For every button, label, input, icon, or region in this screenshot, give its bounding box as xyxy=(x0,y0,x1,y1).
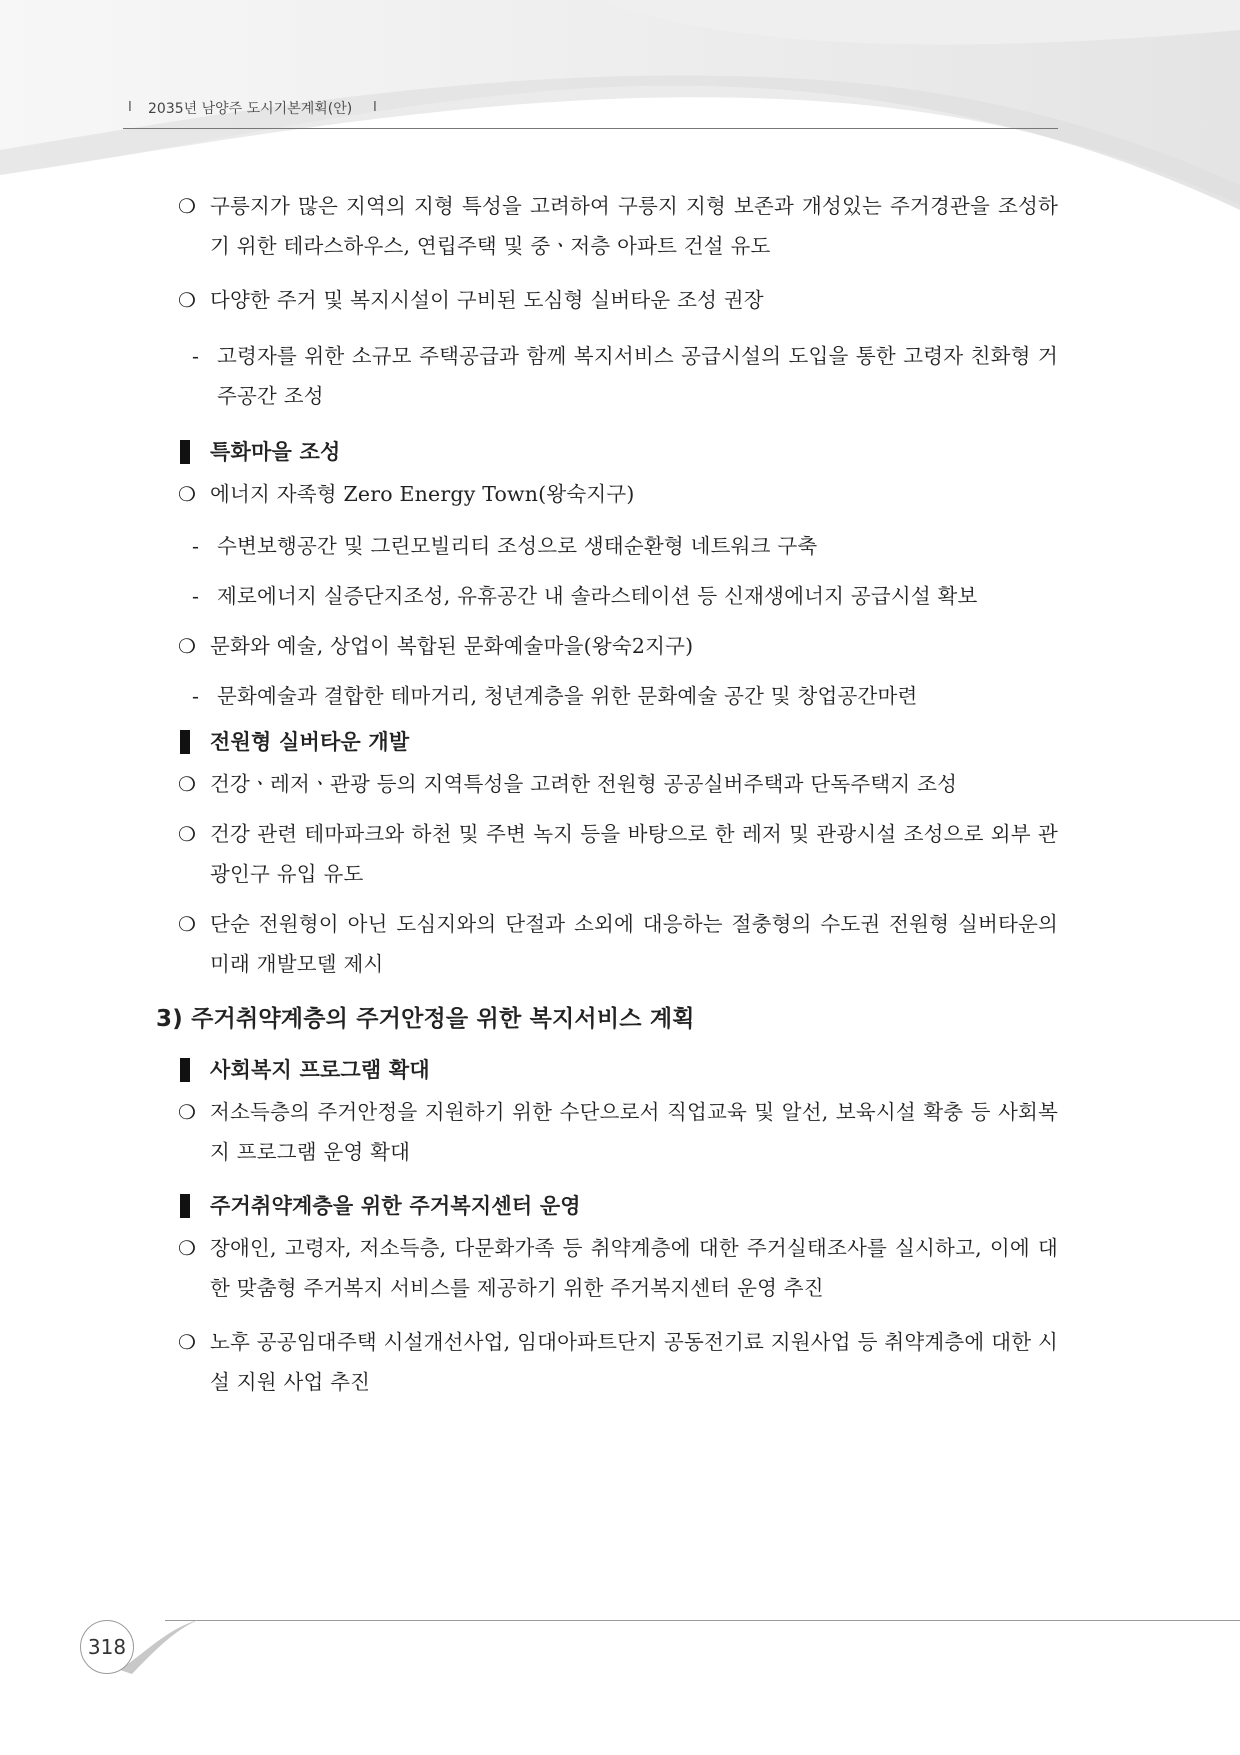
circle-bullet-icon: ❍ xyxy=(178,1236,197,1260)
circle-bullet-icon: ❍ xyxy=(178,634,197,658)
bullet-item xyxy=(178,1322,1058,1402)
header-separator-right: I xyxy=(373,100,377,115)
page-content xyxy=(156,186,1058,1402)
bullet-text: 건강 관련 테마파크와 하천 및 주변 녹지 등을 바탕으로 한 레저 및 관광시설 조성으로 외부 관광인구 유입 유도 xyxy=(210,822,1058,886)
circle-bullet-icon: ❍ xyxy=(178,912,197,936)
dash-text: 문화예술과 결합한 테마거리, 청년계층을 위한 문화예술 공간 및 창업공간마련 xyxy=(217,684,918,708)
header-rule xyxy=(123,128,1058,129)
subheading xyxy=(178,722,1058,762)
header-separator-left: I xyxy=(128,100,132,115)
dash-marker: - xyxy=(192,344,200,368)
dash-item xyxy=(178,336,1058,416)
bullet-item xyxy=(178,474,1058,514)
square-marker-icon xyxy=(180,1194,190,1218)
bullet-text: 구릉지가 많은 지역의 지형 특성을 고려하여 구릉지 지형 보존과 개성있는 주거경관을 조성하기 위한 테라스하우스, 연립주택 및 중ㆍ저층 아파트 건설 유도 xyxy=(210,194,1058,258)
dash-item xyxy=(178,676,1058,716)
circle-bullet-icon: ❍ xyxy=(178,1100,197,1124)
dash-marker: - xyxy=(192,584,200,608)
circle-bullet-icon: ❍ xyxy=(178,288,197,312)
bullet-item xyxy=(178,280,1058,320)
bullet-text: 노후 공공임대주택 시설개선사업, 임대아파트단지 공동전기료 지원사업 등 취약계층에 대한 시설 지원 사업 추진 xyxy=(210,1330,1058,1394)
square-marker-icon xyxy=(180,730,190,754)
bullet-text: 단순 전원형이 아닌 도심지와의 단절과 소외에 대응하는 절충형의 수도권 전원형 실버타운의 미래 개발모델 제시 xyxy=(210,912,1058,976)
subheading xyxy=(178,1186,1058,1226)
dash-text: 제로에너지 실증단지조성, 유휴공간 내 솔라스테이션 등 신재생에너지 공급시설 확보 xyxy=(217,584,978,608)
bullet-text: 장애인, 고령자, 저소득층, 다문화가족 등 취약계층에 대한 주거실태조사를 실시하고, 이에 대한 맞춤형 주거복지 서비스를 제공하기 위한 주거복지센터 운영 추진 xyxy=(210,1236,1058,1300)
dash-marker: - xyxy=(192,684,200,708)
bullet-item xyxy=(178,626,1058,666)
document-title: 2035년 남양주 도시기본계획(안) xyxy=(148,101,353,117)
square-marker-icon xyxy=(180,1058,190,1082)
circle-bullet-icon: ❍ xyxy=(178,1330,197,1354)
page-number: 318 xyxy=(80,1620,134,1674)
subheading xyxy=(178,1050,1058,1090)
bullet-text: 저소득층의 주거안정을 지원하기 위한 수단으로서 직업교육 및 알선, 보육시설 확충 등 사회복지 프로그램 운영 확대 xyxy=(210,1100,1058,1164)
bullet-item xyxy=(178,186,1058,266)
circle-bullet-icon: ❍ xyxy=(178,772,197,796)
circle-bullet-icon: ❍ xyxy=(178,194,197,218)
bullet-item xyxy=(178,1228,1058,1308)
dash-item xyxy=(178,576,1058,616)
dash-text: 수변보행공간 및 그린모빌리티 조성으로 생태순환형 네트워크 구축 xyxy=(217,534,818,558)
subheading-text: 사회복지 프로그램 확대 xyxy=(210,1058,430,1082)
subheading-text: 특화마을 조성 xyxy=(210,440,341,464)
dash-item xyxy=(178,526,1058,566)
circle-bullet-icon: ❍ xyxy=(178,822,197,846)
bullet-item xyxy=(178,1092,1058,1172)
bullet-text: 에너지 자족형 Zero Energy Town(왕숙지구) xyxy=(210,482,635,506)
running-header xyxy=(128,98,1058,130)
footer-rule xyxy=(165,1620,1240,1621)
subheading xyxy=(178,432,1058,472)
square-marker-icon xyxy=(180,440,190,464)
section-heading: 3) 주거취약계층의 주거안정을 위한 복지서비스 계획 xyxy=(156,1006,695,1032)
bullet-item xyxy=(178,764,1058,804)
dash-text: 고령자를 위한 소규모 주택공급과 함께 복지서비스 공급시설의 도입을 통한 고령자 친화형 거주공간 조성 xyxy=(217,344,1058,408)
bullet-item xyxy=(178,814,1058,894)
circle-bullet-icon: ❍ xyxy=(178,482,197,506)
subheading-text: 주거취약계층을 위한 주거복지센터 운영 xyxy=(210,1194,581,1218)
bullet-text: 문화와 예술, 상업이 복합된 문화예술마을(왕숙2지구) xyxy=(210,634,694,658)
dash-marker: - xyxy=(192,534,200,558)
bullet-text: 다양한 주거 및 복지시설이 구비된 도심형 실버타운 조성 권장 xyxy=(210,288,764,312)
subheading-text: 전원형 실버타운 개발 xyxy=(210,730,410,754)
bullet-text: 건강ㆍ레저ㆍ관광 등의 지역특성을 고려한 전원형 공공실버주택과 단독주택지 조성 xyxy=(210,772,958,796)
bullet-item xyxy=(178,904,1058,984)
